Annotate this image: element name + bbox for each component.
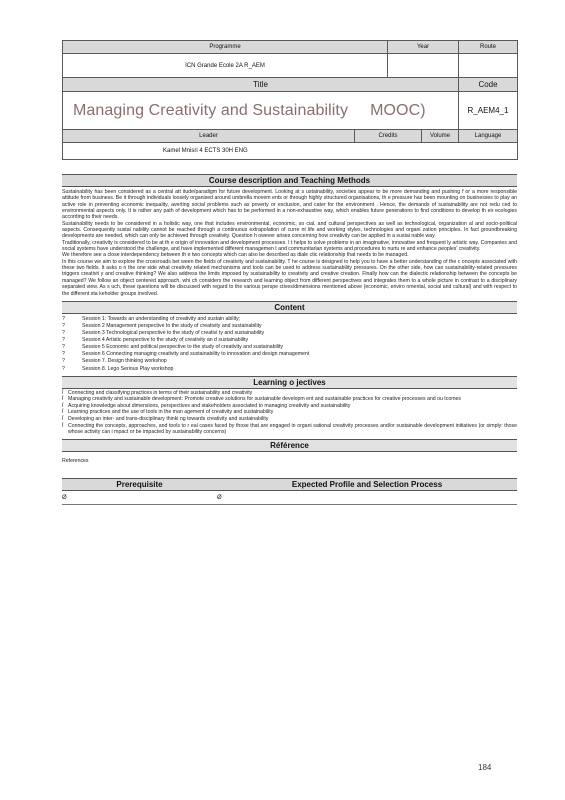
- list-item: ? Session 5 Economic and political perspective to the study of creativity and sustainability: [62, 344, 283, 351]
- volume-label: Volume: [422, 130, 459, 143]
- list-item: ? Session 2 Management perspective to the study of creativity and sustainability: [62, 322, 262, 329]
- bullet-icon: Ï: [62, 396, 64, 403]
- route-value: [459, 54, 518, 78]
- list-item: Ï Connecting the concepts, approaches, and tools to r eal cases faced by those that are engaged in organi sational creativity processes and/or sustainable development initiatives (or simply: those whose activity can i mpact or be impacted by sustainability concerns): [62, 422, 517, 436]
- list-item: Ï Managing creativity and sustainable development: Promote creative solutions for sustainable developm ent and sustainable practices for creative processes and ou tcomes: [62, 396, 462, 403]
- learning-objectives-heading: Learning o jectives: [62, 376, 517, 389]
- bullet-icon: Ï: [62, 402, 64, 409]
- credits-label: Credits: [355, 130, 422, 143]
- bullet-icon: ?: [62, 344, 65, 351]
- list-item: Ï Connecting and classifying practices in terms of their sustainability and creativity: [62, 389, 253, 396]
- expected-profile-heading: Expected Profile and Selection Process: [291, 479, 443, 489]
- description-paragraph: We therefore see a close interdependency between th e two concepts which can also be described as diale ctic relationship that needs to be managed.: [62, 252, 409, 259]
- code-label: Code: [459, 78, 518, 92]
- learning-objectives-list: [62, 389, 517, 439]
- content-session-list: [62, 314, 517, 376]
- expected-profile-value: Ø: [217, 494, 222, 501]
- bullet-icon: ?: [62, 322, 65, 329]
- course-title: [63, 92, 459, 130]
- leader-label: Leader: [63, 130, 355, 143]
- page-number: 184: [478, 763, 492, 772]
- list-item: ? Session 1: Towards an understanding of creativity and sustain ability;: [62, 315, 241, 322]
- list-item: ? Session 3 Technological perspective to the study of creativi ty and sustainability: [62, 330, 265, 337]
- year-value: [388, 54, 459, 78]
- title-label: Title: [63, 78, 459, 92]
- list-item: ? Session 8. Lego Serious Play workshop: [62, 365, 174, 372]
- bullet-icon: ?: [62, 358, 65, 365]
- programme-value: ICN Grande Ecole 2A R_AEM: [63, 54, 388, 78]
- bullet-icon: Ï: [62, 409, 64, 416]
- course-title-main: Managing Creativity and Sustainability: [73, 101, 349, 119]
- programme-label: Programme: [63, 41, 388, 54]
- prerequisite-value: Ø: [62, 494, 67, 501]
- description-paragraph: Traditionally, creativity is considered to be at th e origin of innovation and development processes. I t helps to solve problems in an imaginative, innovative and frequent ly artistic way. Companies and social systems have understood the challenge, and have implemented different managemen t and communitarian systems and procedures to nurtu re and enhance peoples' creativity.: [62, 239, 517, 253]
- prerequisite-heading: Prerequisite: [116, 479, 163, 489]
- bullet-icon: ?: [62, 351, 65, 358]
- bullet-icon: Ï: [62, 389, 64, 396]
- language-label: Language: [459, 130, 518, 143]
- description-paragraph: Sustainability needs to be considered in a holistic way, one that includes environmental, economic, so cial, and cultural perspectives as well as technological, organization al and socio-political aspects. Consequently sustai nability cannot be reached through a continuous extrapolation of curre nt life and working styles, technologies and organi zation principles. In fact groundbreaking developments are needed, which can only be achieved through creativity. Question h owever arises concerning how creativity can be applied in a sustai nable way.: [62, 220, 517, 240]
- list-item: ? Session 4 Artistic perspective to the study of creativity an d sustainability: [62, 337, 249, 344]
- course-code: R_AEM4_1: [459, 92, 518, 130]
- prerequisite-header-row: [62, 478, 517, 491]
- bullet-icon: ?: [62, 337, 65, 344]
- bullet-icon: ?: [62, 330, 65, 337]
- bullet-icon: Ï: [62, 415, 64, 422]
- list-item: ? Session 6 Connecting managing creativity and sustainability to innovation and design management: [62, 351, 310, 358]
- content-heading: Content: [62, 301, 517, 314]
- course-description-heading: Course description and Teaching Methods: [62, 174, 517, 187]
- list-item: Ï Developing an inter- and trans-disciplinary thinki ng towards creativity and sustainability: [62, 415, 269, 422]
- list-item: ? Session 7. Design thinking workshop: [62, 358, 167, 365]
- list-item: Ï Acquiring knowledge about dimensions, perspectives and stakeholders associated to managing creativity and sustainability: [62, 402, 351, 409]
- course-description-text: [62, 187, 517, 301]
- course-header-table: [62, 40, 518, 160]
- leader-value: Kamel Mnisri 4 ECTS 30H ENG: [63, 143, 518, 160]
- references-text: References: [62, 457, 89, 464]
- list-item: Ï Learning practices and the use of tools in the man agement of creativity and sustainability: [62, 409, 274, 416]
- reference-heading: Référence: [62, 439, 517, 452]
- description-paragraph: Sustainability has been considered as a central att itude/paradigm for future development. Looking at s ustainability, societies appear to be more demanding and pushing f or a more responsible attitude from business. Be it through individuals loosely organised around umbrella movem ents or through highly structured organisations, th e pressure has been mounting on businesses to play an active role in preventing economic inequality, averting social problems such as poverty or exclusion, and cater for the environment . Hence, the demands of sustainability are not redu ced to environmental aspects only. It is rather any path of development which has to be performed in a non-exhaustive way, which enables future generations to find conditions to develop th eir ecologies according to their needs.: [62, 189, 517, 221]
- route-label: Route: [459, 41, 518, 54]
- description-paragraph: In this course we aim to explore the crossroads bet ween the fields of creativity and sustainability. T he course is designed to help you to have a better understanding of the c oncepts associated with these two fields. It asks o n the one side what creativity related mechanisms and tools can be used to address sustainability pressures. On the other side, how can sustainability-related pressures triggers creativit y and creative thinking? We also address the limits imposed by sustainability to creativity and creative creation. Finally how can the dialectic relationship between the concepts be managed? We follow an object centered approach, whi ch considers the research and learning object from different perspectives and integrates them to a whole picture in contrast to a disciplinary separated view. As s uch, these questions will be discussed with regard to the various perspe ctives/dimensions mentioned above (economic, enviro nmental, social and cultural) and with respect to the different sta keholder groups involved.: [62, 258, 517, 297]
- syllabus-page: [62, 40, 517, 505]
- year-label: Year: [388, 41, 459, 54]
- bullet-icon: Ï: [62, 422, 64, 429]
- bullet-icon: ?: [62, 365, 65, 372]
- bullet-icon: ?: [62, 315, 65, 322]
- prerequisite-values-row: [62, 491, 517, 505]
- course-title-suffix: MOOC): [370, 101, 426, 119]
